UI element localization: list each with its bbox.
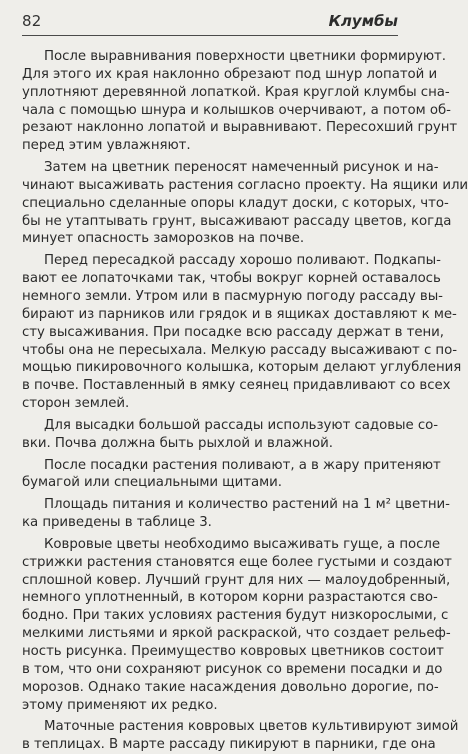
text-line: немного уплотненный, в котором корни разрастаются сво- (22, 590, 438, 606)
text-line: Площадь питания и количество растений на 1 м² цветни- (44, 497, 450, 513)
body-text (22, 48, 468, 754)
paragraph (22, 252, 462, 413)
text-line: в том, что они сохраняют рисунок со времени посадки и до (22, 661, 443, 677)
text-line: Затем на цветник переносят намеченный рисунок и на- (44, 160, 439, 176)
text-line: в почве. Поставленный в ямку сеянец придавливают со всех (22, 378, 451, 394)
text-line: специально сделанные опоры кладут доски, с которых, что- (22, 195, 449, 211)
text-line: мощью пикировочного колышка, которым делают углубления (22, 360, 462, 376)
text-line: Перед пересадкой рассаду хорошо поливают. Подкапы- (44, 253, 441, 269)
text-line: ка приведены в таблице 3. (22, 515, 212, 531)
text-line: ность рисунка. Преимущество ковровых цветников состоит (22, 644, 444, 659)
text-line: сплошной ковер. Лучший грунт для них — малоудобренный, (22, 572, 451, 588)
text-line: После посадки растения поливают, а в жару притеняют (44, 457, 441, 473)
paragraph (22, 159, 468, 248)
page-number: 82 (22, 12, 42, 30)
text-line: Для этого их края наклонно обрезают под шнур лопатой и (22, 66, 438, 82)
text-line: Для высадки большой рассады используют садовые со- (44, 417, 439, 433)
text-line: стрижки растения становятся еще более густыми и создают (22, 554, 452, 570)
text-line: После выравнивания поверхности цветники формируют. (44, 49, 446, 64)
text-line: бодно. При таких условиях растения будут низкорослыми, с (22, 608, 449, 624)
text-line: перед этим увлажняют. (22, 138, 191, 154)
text-line: чала с помощью шнура и колышков очерчивают, а потом об- (22, 102, 451, 118)
text-line: морозов. Однако такие насаждения довольно дорогие, по- (22, 679, 439, 695)
text-line: чинают высаживать растения согласно проекту. На ящики или (22, 177, 468, 193)
paragraph (22, 718, 459, 754)
text-line: в теплицах. В марте рассаду пикируют в парники, где она (22, 737, 436, 753)
text-line: бумагой или специальными щитами. (22, 475, 282, 491)
text-line: Маточные растения ковровых цветов культивируют зимой (44, 719, 459, 735)
text-line: уплотняют деревянной лопаткой. Края круглой клумбы сна- (22, 84, 450, 100)
text-line: минует опасность заморозков на почве. (22, 231, 305, 247)
text-line: Ковровые цветы необходимо высаживать гуще, а после (44, 536, 441, 552)
paragraph (22, 48, 458, 155)
text-line: мелкими листьями и яркой раскраской, что создает рельеф- (22, 626, 451, 642)
text-line: сту высаживания. При посадке всю рассаду держат в тени, (22, 324, 444, 340)
paragraph (22, 417, 439, 453)
page-header (22, 11, 398, 36)
running-title: Клумбы (328, 12, 398, 30)
text-line: чтобы она не пересыхала. Мелкую рассаду высаживают с по- (22, 342, 457, 358)
paragraph (22, 536, 452, 714)
text-line: вают ее лопаточками так, чтобы вокруг корней оставалось (22, 271, 441, 287)
text-line: немного земли. Утром или в пасмурную погоду рассаду вы- (22, 288, 443, 304)
text-line: сторон землей. (22, 396, 130, 412)
text-line: бирают из парников или грядок и в ящиках доставляют к ме- (22, 306, 457, 322)
paragraph (22, 496, 450, 532)
text-line: этому применяют их редко. (22, 697, 218, 713)
text-line: вки. Почва должна быть рыхлой и влажной. (22, 435, 333, 451)
text-line: бы не утаптывать грунт, высаживают рассаду цветов, когда (22, 213, 452, 229)
text-line: резают наклонно лопатой и выравнивают. Пересохший грунт (22, 120, 458, 136)
paragraph (22, 457, 441, 493)
